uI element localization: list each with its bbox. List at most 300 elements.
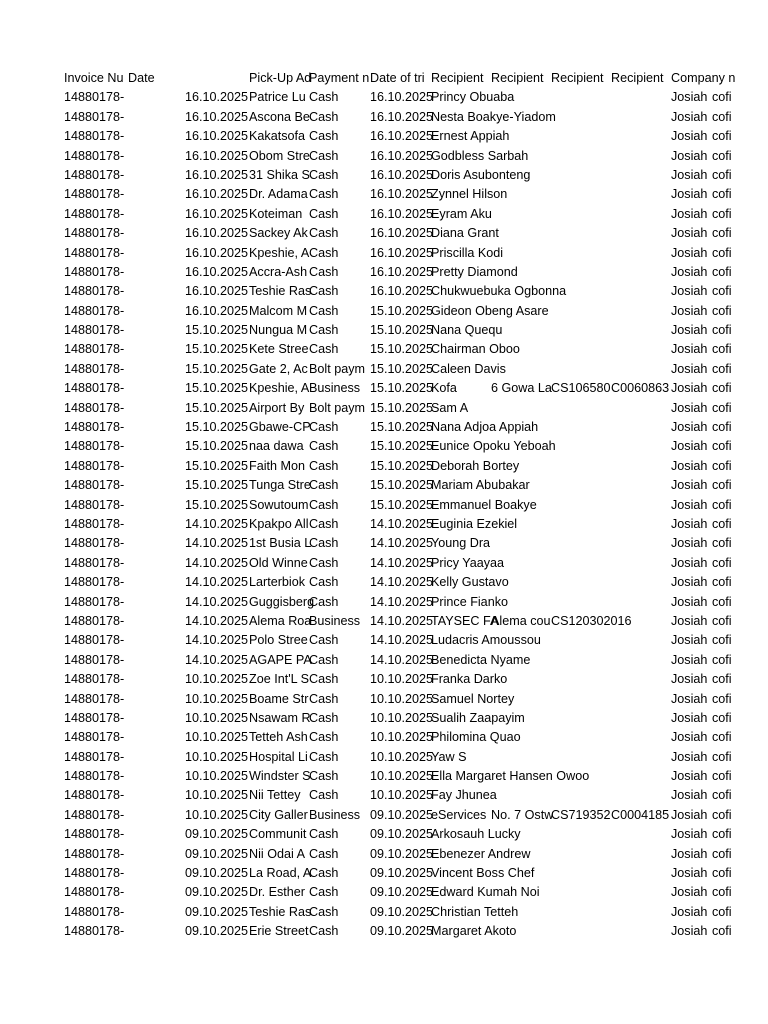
table-cell[interactable]: cofi xyxy=(712,769,732,784)
table-cell[interactable] xyxy=(611,205,671,224)
table-cell[interactable]: Nii Tettey xyxy=(249,788,301,803)
table-cell[interactable] xyxy=(551,166,611,185)
table-cell[interactable]: cofi xyxy=(712,206,732,221)
table-cell[interactable] xyxy=(611,612,671,631)
table-cell[interactable]: Gbawe-CP xyxy=(249,420,311,435)
table-cell[interactable] xyxy=(551,786,611,805)
table-cell[interactable]: Airport By xyxy=(249,400,305,415)
table-cell[interactable]: Cash xyxy=(309,478,339,493)
table-cell[interactable] xyxy=(551,205,611,224)
table-cell[interactable]: 14880178- xyxy=(64,730,125,745)
table-cell[interactable] xyxy=(611,690,671,709)
table-cell[interactable] xyxy=(491,244,551,263)
table-cell[interactable]: Nana Quequ xyxy=(431,323,503,338)
table-cell[interactable]: cofi xyxy=(712,323,732,338)
table-cell[interactable] xyxy=(611,263,671,282)
table-cell[interactable]: Cash xyxy=(309,303,339,318)
table-cell[interactable] xyxy=(551,399,611,418)
table-cell[interactable]: cofi xyxy=(712,458,732,473)
table-cell[interactable]: Josiah xyxy=(671,555,708,570)
table-cell[interactable]: Sualih Zaapayim xyxy=(431,710,525,725)
table-cell[interactable] xyxy=(551,127,611,146)
table-cell[interactable]: 15.10.2025 xyxy=(370,342,434,357)
table-cell[interactable]: 14880178- xyxy=(64,633,125,648)
table-cell[interactable]: Josiah xyxy=(671,691,708,706)
table-cell[interactable]: Cash xyxy=(309,129,339,144)
table-cell[interactable] xyxy=(551,224,611,243)
table-cell[interactable] xyxy=(611,651,671,670)
table-cell[interactable]: 14880178- xyxy=(64,769,125,784)
table-cell[interactable]: Kpeshie, A xyxy=(249,381,310,396)
table-cell[interactable] xyxy=(551,534,611,553)
table-cell[interactable]: cofi xyxy=(712,555,732,570)
table-cell[interactable]: Faith Mon xyxy=(249,458,305,473)
table-cell[interactable]: Gate 2, Ac xyxy=(249,361,308,376)
table-cell[interactable]: Cash xyxy=(309,769,339,784)
table-cell[interactable] xyxy=(491,147,551,166)
table-cell[interactable]: 09.10.2025 xyxy=(185,827,249,842)
table-cell[interactable]: Cash xyxy=(309,458,339,473)
table-cell[interactable]: Josiah xyxy=(671,827,708,842)
table-cell[interactable] xyxy=(551,748,611,767)
table-cell[interactable]: 10.10.2025 xyxy=(185,769,249,784)
table-cell[interactable]: 16.10.2025 xyxy=(370,129,434,144)
table-cell[interactable]: 14880178- xyxy=(64,420,125,435)
table-cell[interactable]: 14880178- xyxy=(64,710,125,725)
table-cell[interactable] xyxy=(611,88,671,107)
table-cell[interactable]: cofi xyxy=(712,439,732,454)
table-cell[interactable] xyxy=(611,496,671,515)
table-cell[interactable]: 6 Gowa La xyxy=(491,381,552,396)
table-cell[interactable]: cofi xyxy=(712,536,732,551)
table-cell[interactable] xyxy=(491,786,551,805)
table-cell[interactable]: 14880178- xyxy=(64,129,125,144)
table-cell[interactable]: TAYSEC FA xyxy=(431,613,499,628)
table-cell[interactable] xyxy=(551,690,611,709)
table-cell[interactable]: Josiah xyxy=(671,536,708,551)
table-cell[interactable]: 14.10.2025 xyxy=(370,633,434,648)
table-cell[interactable]: 14.10.2025 xyxy=(185,633,249,648)
table-cell[interactable]: Cash xyxy=(309,924,339,939)
table-cell[interactable]: Cash xyxy=(309,497,339,512)
table-cell[interactable]: cofi xyxy=(712,129,732,144)
table-cell[interactable] xyxy=(611,786,671,805)
table-cell[interactable] xyxy=(611,631,671,650)
table-cell[interactable]: Cash xyxy=(309,730,339,745)
table-cell[interactable]: Josiah xyxy=(671,904,708,919)
table-cell[interactable]: cofi xyxy=(712,497,732,512)
table-cell[interactable] xyxy=(551,845,611,864)
table-cell[interactable]: 09.10.2025 xyxy=(370,904,434,919)
table-cell[interactable] xyxy=(611,748,671,767)
table-cell[interactable] xyxy=(551,360,611,379)
table-cell[interactable]: Josiah xyxy=(671,458,708,473)
table-cell[interactable]: Cash xyxy=(309,710,339,725)
table-cell[interactable]: cofi xyxy=(712,846,732,861)
table-cell[interactable]: 15.10.2025 xyxy=(185,497,249,512)
table-cell[interactable]: Kete Stree xyxy=(249,342,309,357)
table-cell[interactable]: 14880178- xyxy=(64,361,125,376)
table-cell[interactable] xyxy=(491,263,551,282)
table-cell[interactable] xyxy=(551,418,611,437)
table-cell[interactable]: Josiah xyxy=(671,516,708,531)
table-cell[interactable]: Josiah xyxy=(671,575,708,590)
table-cell[interactable]: 14880178- xyxy=(64,264,125,279)
table-cell[interactable]: 14880178- xyxy=(64,478,125,493)
header-cell[interactable]: Recipient xyxy=(611,71,664,85)
table-cell[interactable]: Cash xyxy=(309,555,339,570)
table-cell[interactable]: 14880178- xyxy=(64,788,125,803)
table-cell[interactable]: Cash xyxy=(309,206,339,221)
table-cell[interactable]: 14880178- xyxy=(64,167,125,182)
table-cell[interactable]: Cash xyxy=(309,284,339,299)
table-cell[interactable]: cofi xyxy=(712,167,732,182)
table-cell[interactable] xyxy=(491,437,551,456)
table-cell[interactable]: Guggisberg xyxy=(249,594,315,609)
table-cell[interactable] xyxy=(611,437,671,456)
table-cell[interactable]: 14.10.2025 xyxy=(370,516,434,531)
table-cell[interactable]: Benedicta Nyame xyxy=(431,652,531,667)
table-cell[interactable]: cofi xyxy=(712,148,732,163)
table-cell[interactable]: Kpeshie, A xyxy=(249,245,310,260)
table-cell[interactable]: Cash xyxy=(309,749,339,764)
table-cell[interactable]: 16.10.2025 xyxy=(370,206,434,221)
table-cell[interactable] xyxy=(611,360,671,379)
table-cell[interactable]: Tetteh Ash xyxy=(249,730,308,745)
table-cell[interactable]: cofi xyxy=(712,691,732,706)
table-cell[interactable] xyxy=(491,864,551,883)
table-cell[interactable]: Zoe Int'L S xyxy=(249,672,310,687)
table-cell[interactable]: Cash xyxy=(309,536,339,551)
table-cell[interactable]: Nsawam R xyxy=(249,710,311,725)
table-cell[interactable]: Josiah xyxy=(671,264,708,279)
table-cell[interactable]: Erie Street xyxy=(249,924,309,939)
table-cell[interactable]: 14.10.2025 xyxy=(185,555,249,570)
table-cell[interactable]: 14.10.2025 xyxy=(370,613,434,628)
table-cell[interactable]: Cash xyxy=(309,672,339,687)
table-cell[interactable] xyxy=(551,302,611,321)
header-cell[interactable]: Payment n xyxy=(309,71,370,85)
table-cell[interactable] xyxy=(611,515,671,534)
table-cell[interactable]: Kelly Gustavo xyxy=(431,575,509,590)
table-cell[interactable]: Young Dra xyxy=(431,536,491,551)
table-cell[interactable]: cofi xyxy=(712,904,732,919)
table-cell[interactable]: 16.10.2025 xyxy=(185,264,249,279)
table-cell[interactable]: cofi xyxy=(712,866,732,881)
table-cell[interactable]: 14880178- xyxy=(64,109,125,124)
table-cell[interactable]: Cash xyxy=(309,846,339,861)
table-cell[interactable]: Josiah xyxy=(671,807,708,822)
table-cell[interactable]: Cash xyxy=(309,109,339,124)
table-cell[interactable]: Philomina Quao xyxy=(431,730,521,745)
table-cell[interactable]: Ernest Appiah xyxy=(431,129,510,144)
table-cell[interactable]: Cash xyxy=(309,904,339,919)
table-cell[interactable]: eServices xyxy=(431,807,487,822)
table-cell[interactable]: Cash xyxy=(309,167,339,182)
table-cell[interactable]: cofi xyxy=(712,730,732,745)
table-cell[interactable]: 16.10.2025 xyxy=(370,284,434,299)
table-cell[interactable]: Chairman Oboo xyxy=(431,342,520,357)
table-cell[interactable]: 10.10.2025 xyxy=(370,672,434,687)
table-cell[interactable] xyxy=(551,263,611,282)
table-cell[interactable] xyxy=(491,166,551,185)
header-cell[interactable]: Recipient xyxy=(431,71,484,85)
table-cell[interactable]: Sowutoum xyxy=(249,497,309,512)
table-cell[interactable]: Josiah xyxy=(671,769,708,784)
table-cell[interactable]: 16.10.2025 xyxy=(185,206,249,221)
table-cell[interactable] xyxy=(491,690,551,709)
table-cell[interactable]: Fay Jhunea xyxy=(431,788,497,803)
table-cell[interactable]: 14880178- xyxy=(64,613,125,628)
table-cell[interactable]: 10.10.2025 xyxy=(185,691,249,706)
table-cell[interactable]: 14880178- xyxy=(64,226,125,241)
table-cell[interactable]: Josiah xyxy=(671,924,708,939)
table-cell[interactable]: cofi xyxy=(712,788,732,803)
table-cell[interactable] xyxy=(611,728,671,747)
table-cell[interactable]: Josiah xyxy=(671,594,708,609)
table-cell[interactable] xyxy=(491,457,551,476)
table-cell[interactable]: cofi xyxy=(712,633,732,648)
table-cell[interactable] xyxy=(611,883,671,902)
table-cell[interactable]: Godbless Sarbah xyxy=(431,148,529,163)
table-cell[interactable]: Dr. Adama xyxy=(249,187,308,202)
table-cell[interactable]: Emmanuel Boakye xyxy=(431,497,537,512)
table-cell[interactable]: City Galler xyxy=(249,807,308,822)
table-cell[interactable]: Nesta Boakye-Yiadom xyxy=(431,109,556,124)
table-cell[interactable] xyxy=(551,496,611,515)
table-cell[interactable]: Pricy Yaayaa xyxy=(431,555,505,570)
table-cell[interactable] xyxy=(491,728,551,747)
table-cell[interactable] xyxy=(551,321,611,340)
table-cell[interactable] xyxy=(611,864,671,883)
table-cell[interactable] xyxy=(611,457,671,476)
table-cell[interactable]: Old Winne xyxy=(249,555,308,570)
table-cell[interactable]: 14880178- xyxy=(64,904,125,919)
table-cell[interactable]: 14880178- xyxy=(64,323,125,338)
table-cell[interactable] xyxy=(611,166,671,185)
table-cell[interactable] xyxy=(551,476,611,495)
table-cell[interactable] xyxy=(551,147,611,166)
header-cell[interactable]: Date of tri xyxy=(370,71,425,85)
table-cell[interactable]: 14.10.2025 xyxy=(185,575,249,590)
table-cell[interactable]: Yaw S xyxy=(431,749,467,764)
table-cell[interactable]: Nii Odai A xyxy=(249,846,305,861)
table-cell[interactable] xyxy=(611,147,671,166)
table-cell[interactable]: Josiah xyxy=(671,613,708,628)
table-cell[interactable]: cofi xyxy=(712,400,732,415)
table-cell[interactable]: 15.10.2025 xyxy=(370,323,434,338)
table-cell[interactable]: Josiah xyxy=(671,361,708,376)
table-cell[interactable] xyxy=(551,573,611,592)
table-cell[interactable]: 10.10.2025 xyxy=(185,730,249,745)
table-cell[interactable]: 14880178- xyxy=(64,148,125,163)
table-cell[interactable]: Cash xyxy=(309,439,339,454)
table-cell[interactable]: Josiah xyxy=(671,710,708,725)
table-cell[interactable]: Vincent Boss Chef xyxy=(431,866,535,881)
table-cell[interactable]: Josiah xyxy=(671,497,708,512)
table-cell[interactable]: Larterbiok xyxy=(249,575,306,590)
table-cell[interactable]: 14880178- xyxy=(64,594,125,609)
table-cell[interactable]: 16.10.2025 xyxy=(185,284,249,299)
table-cell[interactable] xyxy=(551,651,611,670)
table-cell[interactable]: Diana Grant xyxy=(431,226,499,241)
table-cell[interactable]: 16.10.2025 xyxy=(370,226,434,241)
table-cell[interactable]: 10.10.2025 xyxy=(185,710,249,725)
table-cell[interactable] xyxy=(551,457,611,476)
table-cell[interactable]: 14.10.2025 xyxy=(185,594,249,609)
table-cell[interactable]: Cash xyxy=(309,187,339,202)
table-cell[interactable]: Josiah xyxy=(671,439,708,454)
table-cell[interactable]: Alema cou xyxy=(491,613,551,628)
table-cell[interactable]: Doris Asubonteng xyxy=(431,167,531,182)
table-cell[interactable]: Cash xyxy=(309,575,339,590)
table-cell[interactable]: 15.10.2025 xyxy=(370,381,434,396)
table-cell[interactable]: cofi xyxy=(712,226,732,241)
table-cell[interactable]: cofi xyxy=(712,885,732,900)
table-cell[interactable]: cofi xyxy=(712,342,732,357)
table-cell[interactable]: Mariam Abubakar xyxy=(431,478,530,493)
table-cell[interactable]: Josiah xyxy=(671,846,708,861)
table-cell[interactable]: 15.10.2025 xyxy=(185,420,249,435)
table-cell[interactable] xyxy=(491,321,551,340)
table-cell[interactable]: Nana Adjoa Appiah xyxy=(431,420,539,435)
table-cell[interactable]: 15.10.2025 xyxy=(185,361,249,376)
table-cell[interactable]: Josiah xyxy=(671,885,708,900)
table-cell[interactable] xyxy=(551,554,611,573)
table-cell[interactable] xyxy=(551,108,611,127)
table-cell[interactable] xyxy=(611,903,671,922)
table-cell[interactable] xyxy=(491,496,551,515)
table-cell[interactable]: 14880178- xyxy=(64,691,125,706)
table-cell[interactable] xyxy=(611,108,671,127)
table-cell[interactable]: cofi xyxy=(712,575,732,590)
table-cell[interactable]: 14880178- xyxy=(64,303,125,318)
table-cell[interactable]: cofi xyxy=(712,90,732,105)
table-cell[interactable]: Malcom M xyxy=(249,303,308,318)
table-cell[interactable]: 14880178- xyxy=(64,90,125,105)
table-cell[interactable]: No. 7 Ostw xyxy=(491,807,554,822)
table-cell[interactable] xyxy=(491,651,551,670)
table-cell[interactable] xyxy=(491,573,551,592)
table-cell[interactable]: 16.10.2025 xyxy=(185,226,249,241)
table-cell[interactable]: cofi xyxy=(712,710,732,725)
table-cell[interactable]: 15.10.2025 xyxy=(185,400,249,415)
table-cell[interactable]: Cash xyxy=(309,420,339,435)
table-cell[interactable]: Josiah xyxy=(671,749,708,764)
table-cell[interactable]: La Road, A xyxy=(249,866,312,881)
table-cell[interactable]: Cash xyxy=(309,788,339,803)
table-cell[interactable]: 15.10.2025 xyxy=(370,439,434,454)
table-cell[interactable]: Boame Str xyxy=(249,691,309,706)
table-cell[interactable]: Bolt paym xyxy=(309,361,365,376)
table-cell[interactable]: cofi xyxy=(712,109,732,124)
table-cell[interactable]: Princy Obuaba xyxy=(431,90,515,105)
table-cell[interactable]: 15.10.2025 xyxy=(185,342,249,357)
table-cell[interactable]: Josiah xyxy=(671,109,708,124)
table-cell[interactable] xyxy=(551,631,611,650)
table-cell[interactable] xyxy=(551,244,611,263)
table-cell[interactable] xyxy=(491,360,551,379)
table-cell[interactable] xyxy=(611,922,671,941)
header-cell[interactable]: Company n xyxy=(671,71,736,85)
table-cell[interactable]: 16.10.2025 xyxy=(185,148,249,163)
table-cell[interactable]: cofi xyxy=(712,187,732,202)
table-cell[interactable]: Josiah xyxy=(671,303,708,318)
table-cell[interactable] xyxy=(491,670,551,689)
table-cell[interactable] xyxy=(611,127,671,146)
table-cell[interactable] xyxy=(491,748,551,767)
table-cell[interactable] xyxy=(611,593,671,612)
table-cell[interactable]: 09.10.2025 xyxy=(185,846,249,861)
table-cell[interactable]: 14.10.2025 xyxy=(370,652,434,667)
table-cell[interactable] xyxy=(491,476,551,495)
table-cell[interactable]: Obom Stre xyxy=(249,148,310,163)
table-cell[interactable]: 14880178- xyxy=(64,924,125,939)
table-cell[interactable] xyxy=(491,88,551,107)
table-cell[interactable] xyxy=(491,108,551,127)
table-cell[interactable]: C0060863 xyxy=(611,381,670,396)
table-cell[interactable]: Euginia Ezekiel xyxy=(431,516,518,531)
table-cell[interactable]: 14.10.2025 xyxy=(185,613,249,628)
table-cell[interactable]: 15.10.2025 xyxy=(185,439,249,454)
table-cell[interactable]: 14880178- xyxy=(64,575,125,590)
table-cell[interactable] xyxy=(491,205,551,224)
table-cell[interactable]: 10.10.2025 xyxy=(185,749,249,764)
table-cell[interactable]: 16.10.2025 xyxy=(370,109,434,124)
table-cell[interactable]: 10.10.2025 xyxy=(370,788,434,803)
table-cell[interactable]: 09.10.2025 xyxy=(185,904,249,919)
table-cell[interactable]: 14.10.2025 xyxy=(185,516,249,531)
table-cell[interactable]: Ascona Be xyxy=(249,109,310,124)
table-cell[interactable] xyxy=(491,340,551,359)
table-cell[interactable]: 1st Busia L xyxy=(249,536,312,551)
table-cell[interactable]: Arkosauh Lucky xyxy=(431,827,521,842)
table-cell[interactable] xyxy=(611,767,671,786)
table-cell[interactable]: 14880178- xyxy=(64,342,125,357)
table-cell[interactable]: cofi xyxy=(712,652,732,667)
table-cell[interactable]: Josiah xyxy=(671,129,708,144)
table-cell[interactable] xyxy=(551,437,611,456)
table-cell[interactable]: Josiah xyxy=(671,633,708,648)
table-cell[interactable]: 09.10.2025 xyxy=(370,807,434,822)
table-cell[interactable]: Cash xyxy=(309,866,339,881)
table-cell[interactable]: Josiah xyxy=(671,245,708,260)
table-cell[interactable]: 16.10.2025 xyxy=(370,148,434,163)
table-cell[interactable]: Kakatsofa xyxy=(249,129,306,144)
table-cell[interactable]: 16.10.2025 xyxy=(370,167,434,182)
table-cell[interactable]: Eunice Opoku Yeboah xyxy=(431,439,556,454)
table-cell[interactable] xyxy=(491,515,551,534)
table-cell[interactable]: Business xyxy=(309,807,361,822)
table-cell[interactable]: Cash xyxy=(309,226,339,241)
table-cell[interactable]: 14880178- xyxy=(64,206,125,221)
table-cell[interactable]: cofi xyxy=(712,672,732,687)
table-cell[interactable]: 15.10.2025 xyxy=(185,458,249,473)
table-cell[interactable]: 15.10.2025 xyxy=(370,420,434,435)
table-cell[interactable] xyxy=(491,767,551,786)
table-cell[interactable]: 10.10.2025 xyxy=(370,691,434,706)
table-cell[interactable]: Cash xyxy=(309,885,339,900)
table-cell[interactable]: CS719352 xyxy=(551,807,611,822)
table-cell[interactable]: 14880178- xyxy=(64,284,125,299)
table-cell[interactable]: cofi xyxy=(712,613,732,628)
table-cell[interactable] xyxy=(491,302,551,321)
table-cell[interactable]: 14.10.2025 xyxy=(370,594,434,609)
table-cell[interactable]: Pretty Diamond xyxy=(431,264,518,279)
header-cell[interactable]: Recipient xyxy=(551,71,604,85)
table-cell[interactable]: 16.10.2025 xyxy=(185,90,249,105)
table-cell[interactable]: Josiah xyxy=(671,788,708,803)
